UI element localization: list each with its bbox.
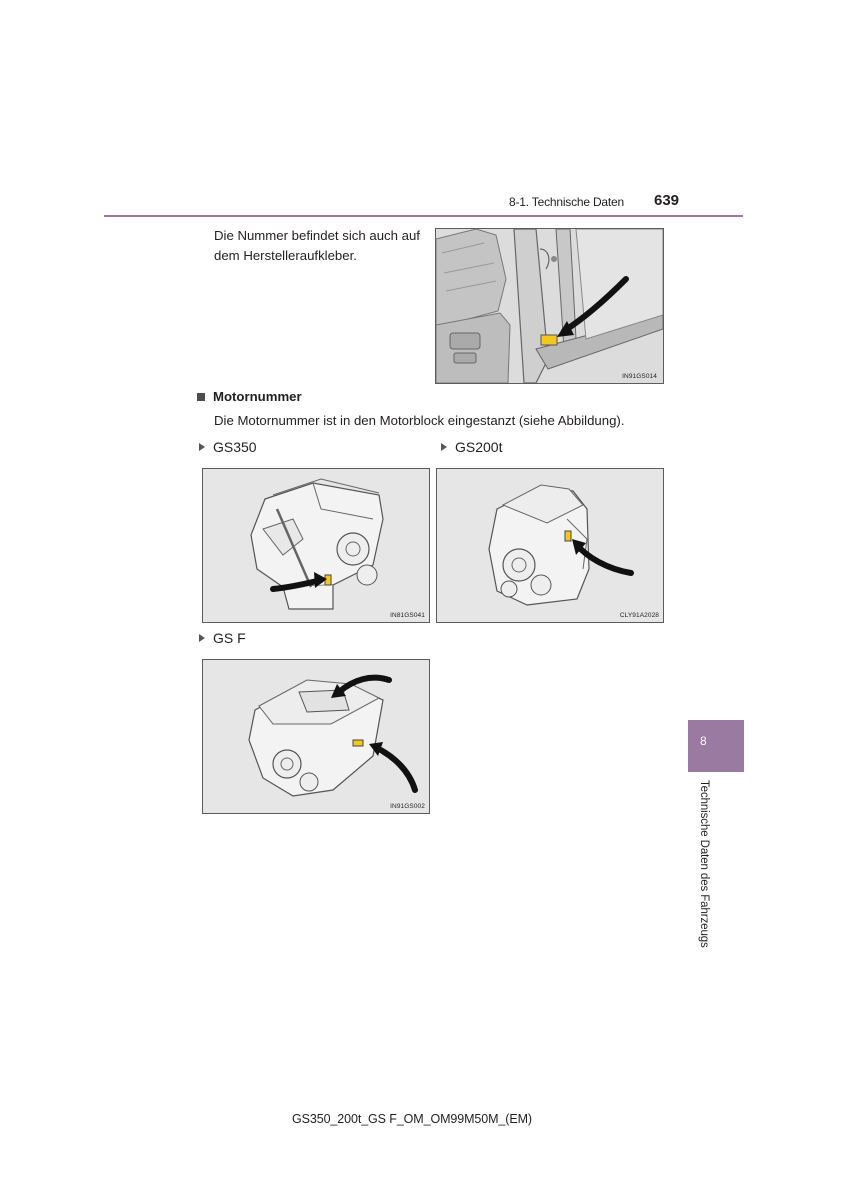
footer-code: GS350_200t_GS F_OM_OM99M50M_(EM)	[292, 1112, 532, 1126]
variant-label: GS F	[213, 630, 246, 646]
figure-code: IN91GS014	[622, 373, 657, 380]
figure-code: CLY91A2028	[619, 612, 659, 619]
gsf-engine-illustration	[202, 659, 430, 814]
gs350-engine-illustration	[202, 468, 430, 623]
variant-label: GS200t	[455, 439, 503, 455]
triangle-bullet-icon	[441, 443, 447, 451]
chapter-title: Technische Daten des Fahrzeugs	[698, 780, 710, 948]
door-pillar-illustration	[435, 228, 664, 384]
gs200t-engine-drawing	[437, 469, 663, 622]
chapter-title-vertical	[695, 780, 715, 950]
square-bullet-icon	[197, 393, 205, 401]
variant-gsf	[199, 630, 246, 646]
figure-code: IN91GS002	[390, 803, 425, 810]
header-rule	[104, 215, 743, 217]
engine-description: Die Motornummer ist in den Motorblock eingestanzt (siehe Abbildung).	[214, 413, 625, 428]
variant-gs350	[199, 439, 257, 455]
chapter-tab[interactable]	[688, 720, 744, 772]
page-number: 639	[654, 192, 680, 209]
triangle-bullet-icon	[199, 634, 205, 642]
variant-gs200t	[441, 439, 502, 455]
triangle-bullet-icon	[199, 443, 205, 451]
label-sticker	[541, 335, 557, 345]
section-title: 8-1. Technische Daten	[509, 195, 624, 209]
door-pillar-drawing	[436, 229, 663, 383]
gsf-engine-drawing	[203, 660, 429, 813]
chapter-number: 8	[700, 734, 707, 748]
variant-label: GS350	[213, 439, 257, 455]
figure-code: IN81GS041	[390, 612, 425, 619]
engine-number-mark	[325, 575, 331, 585]
engine-number-mark	[353, 740, 363, 746]
intro-text: Die Nummer befindet sich auch auf dem Herstelleraufkleber.	[214, 228, 420, 263]
section-heading	[197, 389, 302, 404]
heading-text: Motornummer	[213, 389, 302, 404]
gs200t-engine-illustration	[436, 468, 664, 623]
engine-number-mark	[565, 531, 571, 541]
gs350-engine-drawing	[203, 469, 429, 622]
